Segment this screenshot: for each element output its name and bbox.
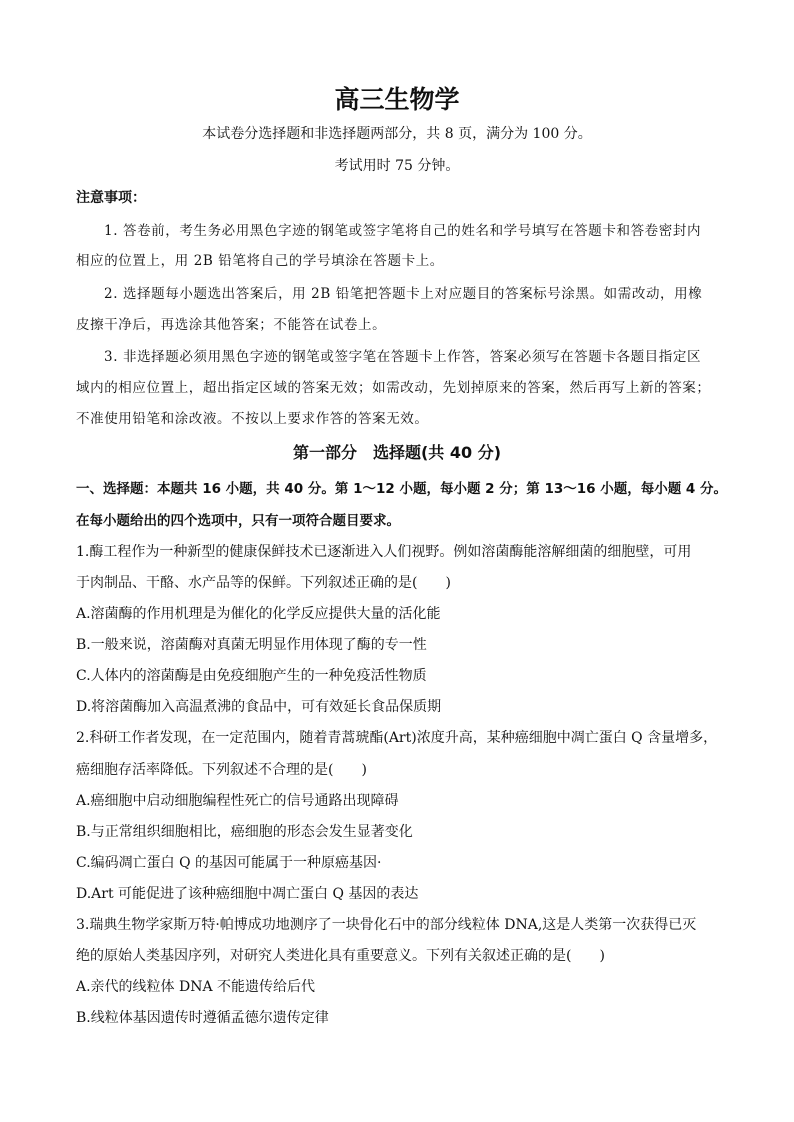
question-1-option-b: B.一般来说，溶菌酶对真菌无明显作用体现了酶的专一性 xyxy=(76,637,427,653)
notice-item-3-cont: 域内的相应位置上，超出指定区域的答案无效；如需改动，先划掉原来的答案，然后再写上新的答案； xyxy=(76,380,711,396)
notice-item-2: 2. 选择题每小题选出答案后，用 2B 铅笔把答题卡上对应题目的答案标号涂黑。如需改动，用橡 xyxy=(104,286,703,302)
question-2-option-d: D.Art 可能促进了该种癌细胞中凋亡蛋白 Q 基因的表达 xyxy=(76,886,419,902)
exam-duration-line: 考试用时 75 分钟。 xyxy=(334,158,460,174)
notice-item-3-cont2: 不准使用铅笔和涂改液。不按以上要求作答的答案无效。 xyxy=(76,411,429,427)
question-2-stem-cont: 癌细胞存活率降低。下列叙述不合理的是( ) xyxy=(76,762,367,778)
notice-item-1-cont: 相应的位置上，用 2B 铅笔将自己的学号填涂在答题卡上。 xyxy=(76,253,444,269)
question-3-stem-cont: 绝的原始人类基因序列，对研究人类进化具有重要意义。下列有关叙述正确的是( ) xyxy=(76,948,605,964)
notice-item-3: 3. 非选择题必须用黑色字迹的钢笔或签字笔在答题卡上作答，答案必须写在答题卡各题目指定区 xyxy=(104,349,702,365)
question-2-option-a: A.癌细胞中启动细胞编程性死亡的信号通路出现障碍 xyxy=(76,793,399,809)
section-instruction-cont: 在每小题给出的四个选项中，只有一项符合题目要求。 xyxy=(76,513,400,529)
exam-info-line: 本试卷分选择题和非选择题两部分，共 8 页，满分为 100 分。 xyxy=(202,126,592,142)
question-2-option-c: C.编码凋亡蛋白 Q 的基因可能属于一种原癌基因· xyxy=(76,855,382,871)
exam-title: 高三生物学 xyxy=(334,85,460,114)
notice-heading: 注意事项： xyxy=(76,190,146,206)
notice-item-2-cont: 皮擦干净后，再选涂其他答案；不能答在试卷上。 xyxy=(76,317,387,333)
question-3-stem: 3.瑞典生物学家斯万特·帕博成功地测序了一块骨化石中的部分线粒体 DNA,这是人类第一次获得已灭 xyxy=(76,917,697,933)
question-3-option-a: A.亲代的线粒体 DNA 不能遗传给后代 xyxy=(76,979,316,995)
section-heading: 第一部分 选择题(共 40 分) xyxy=(292,443,502,462)
question-1-stem: 1.酶工程作为一种新型的健康保鲜技术已逐渐进入人们视野。例如溶菌酶能溶解细菌的细胞壁，可用 xyxy=(76,544,692,560)
question-1-option-a: A.溶菌酶的作用机理是为催化的化学反应提供大量的活化能 xyxy=(76,606,441,622)
notice-item-1: 1. 答卷前，考生务必用黑色字迹的钢笔或签字笔将自己的姓名和学号填写在答题卡和答卷密封内 xyxy=(104,223,702,239)
question-3-option-b: B.线粒体基因遗传时遵循孟德尔遗传定律 xyxy=(76,1010,329,1026)
question-1-option-c: C.人体内的溶菌酶是由免疫细胞产生的一种免疫活性物质 xyxy=(76,668,427,684)
question-1-option-d: D.将溶菌酶加入高温煮沸的食品中，可有效延长食品保质期 xyxy=(76,699,442,715)
question-1-stem-cont: 于肉制品、干酪、水产品等的保鲜。下列叙述正确的是( ) xyxy=(76,575,451,591)
section-instruction: 一、选择题：本题共 16 小题，共 40 分。第 1～12 小题，每小题 2 分；第 13～16 小题，每小题 4 分。 xyxy=(76,481,728,497)
question-2-stem: 2.科研工作者发现，在一定范围内，随着青蒿琥酯(Art)浓度升高，某种癌细胞中凋亡蛋白 Q 含量增多， xyxy=(76,730,718,746)
question-2-option-b: B.与正常组织细胞相比，癌细胞的形态会发生显著变化 xyxy=(76,824,413,840)
